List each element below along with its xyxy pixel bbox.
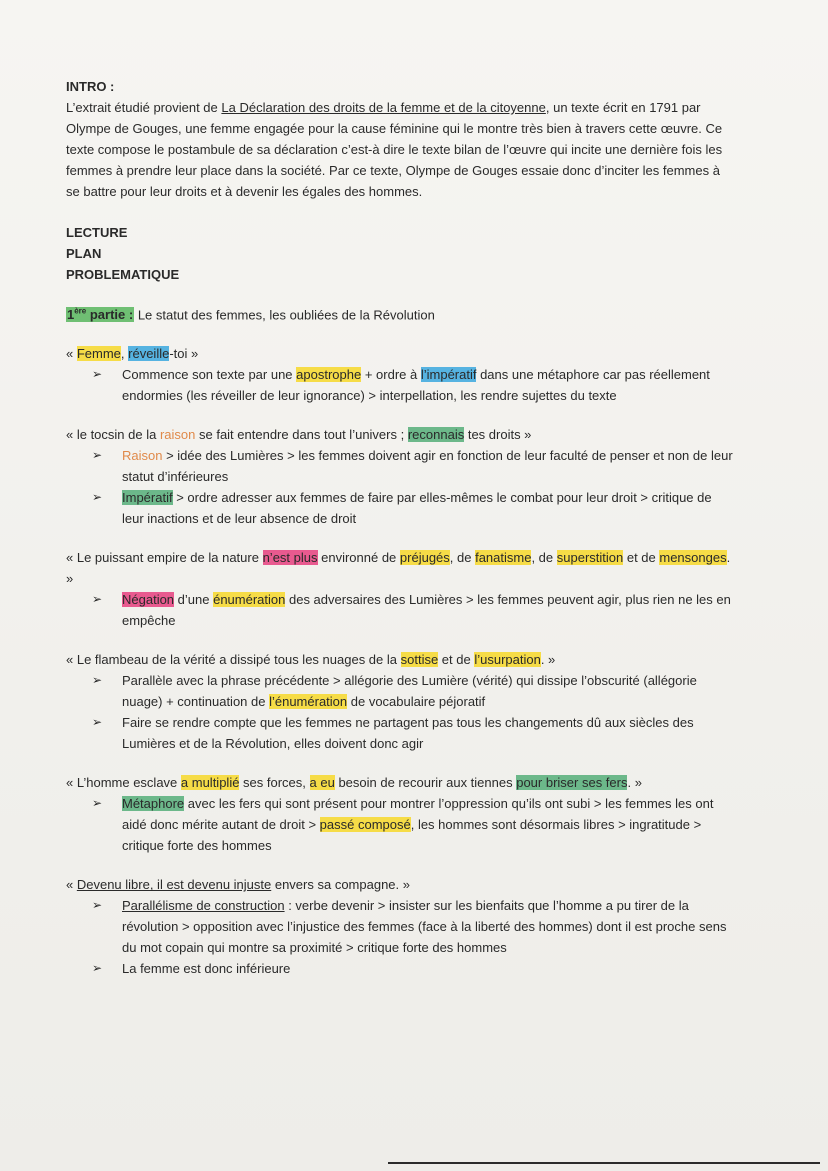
list-item: ➢ Commence son texte par une apostrophe + ordre à l’impératif dans une métaphore car pas réellement endormies (les réveiller de leur ignorance) > interpellation, les rendre sujettes du texte [92, 364, 736, 406]
list-item: ➢ Négation d’une énumération des adversaires des Lumières > les femmes peuvent agir, plus rien ne les en empêche [92, 589, 736, 631]
list-item: ➢ Impératif > ordre adresser aux femmes de faire par elles-mêmes le combat pour leur droit > critique de leur inactions et de leur absence de droit [92, 487, 736, 529]
part-title: Le statut des femmes, les oubliées de la Révolution [134, 307, 435, 323]
quote-1: « Femme, réveille-toi » [66, 346, 199, 362]
quote-1-bullets [66, 364, 736, 406]
section-plan: PLAN [66, 246, 102, 261]
quote-6-bullets [66, 895, 736, 979]
quote-5-bullets [66, 793, 736, 856]
quote-4-bullets [66, 670, 736, 754]
list-item: ➢ Parallélisme de construction : verbe devenir > insister sur les bienfaits que l’homme a pu tirer de la révolution > opposition avec l’injustice des femmes (face à la liberté des hommes) dont il est proche sens du mot copain qui montre sa proximité > critique forte des hommes [92, 895, 736, 958]
list-item: ➢ Faire se rendre compte que les femmes ne partagent pas tous les changements dû aux siècles des Lumières et de la Révolution, elles doivent donc agir [92, 712, 736, 754]
quote-6: « Devenu libre, il est devenu injuste envers sa compagne. » [66, 877, 410, 893]
list-item: ➢ La femme est donc inférieure [92, 958, 736, 979]
part-heading [66, 301, 736, 325]
section-lecture: LECTURE [66, 225, 128, 240]
list-item: ➢ Parallèle avec la phrase précédente > allégorie des Lumière (vérité) qui dissipe l’obscurité (allégorie nuage) + continuation de l’énumération de vocabulaire péjoratif [92, 670, 736, 712]
section-problematique: PROBLEMATIQUE [66, 267, 180, 282]
page-bottom-rule [388, 1162, 820, 1164]
list-item: ➢ Raison > idée des Lumières > les femmes doivent agir en fonction de leur faculté de penser et non de leur statut d’inférieures [92, 445, 736, 487]
document-content [66, 76, 736, 979]
intro-paragraph: L’extrait étudié provient de La Déclaration des droits de la femme et de la citoyenne, un texte écrit en 1791 par Olympe de Gouges, une femme engagée pour la cause féminine qui le montre très bien à travers cette œuvre. Ce texte compose le postambule de sa déclaration c’est-à dire le texte bilan de l’œuvre qui incite une dernière fois les femmes à prendre leur place dans la société. Par ce texte, Olympe de Gouges essaie donc d’inciter les femmes à se battre pour leur droits et à devenir les égales des hommes. [66, 100, 723, 199]
part-label: 1ère partie : [67, 307, 134, 323]
quote-2: « le tocsin de la raison se fait entendre dans tout l’univers ; reconnais tes droits » [66, 427, 532, 443]
list-item: ➢ Métaphore avec les fers qui sont présent pour montrer l’oppression qu’ils ont subi > les femmes les ont aidé donc mérite autant de droit > passé composé, les hommes sont désormais libres > ingratitude > critique forte des hommes [92, 793, 736, 856]
intro-heading: INTRO : [66, 79, 115, 94]
quote-4: « Le flambeau de la vérité a dissipé tous les nuages de la sottise et de l’usurpation. » [66, 652, 556, 668]
quote-3: « Le puissant empire de la nature n’est plus environné de préjugés, de fanatisme, de superstition et de mensonges. » [66, 550, 731, 587]
book-title: La Déclaration des droits de la femme et de la citoyenne [221, 100, 546, 115]
quote-2-bullets [66, 445, 736, 529]
section-list [66, 222, 736, 285]
quote-5: « L’homme esclave a multiplié ses forces, a eu besoin de recourir aux tiennes pour briser ses fers. » [66, 775, 642, 791]
quote-3-bullets [66, 589, 736, 631]
